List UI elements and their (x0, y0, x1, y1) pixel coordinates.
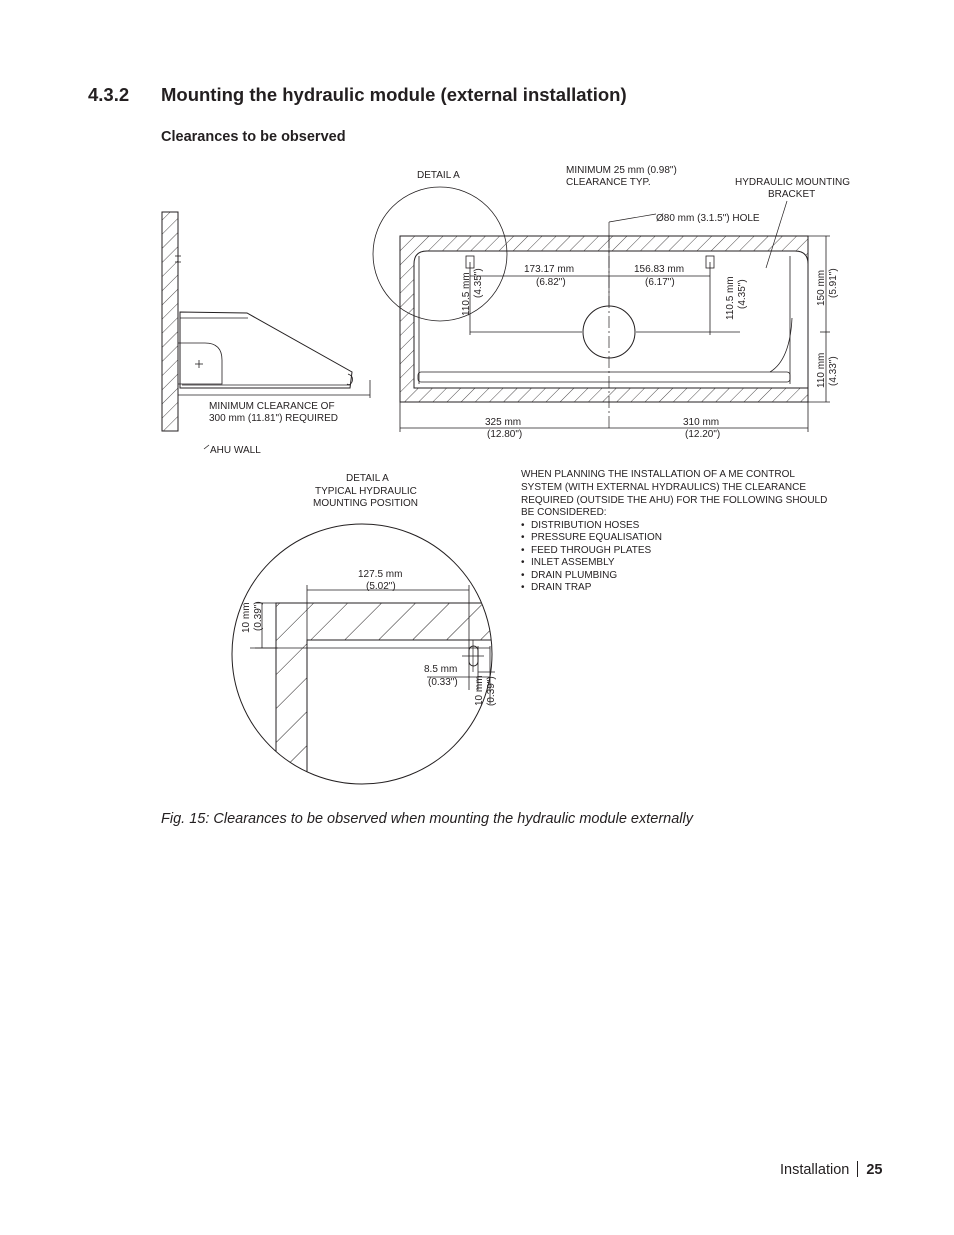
section-number: 4.3.2 (88, 84, 130, 105)
figure-caption: Fig. 15: Clearances to be observed when mounting the hydraulic module externally (161, 811, 693, 827)
dim-156-mm: 156.83 mm (634, 264, 685, 275)
bullet-marker: • (521, 582, 525, 593)
bullet-marker: • (521, 545, 525, 556)
bullet-marker: • (521, 570, 525, 581)
bracket-label-2: BRACKET (768, 189, 816, 200)
note-bullet: DRAIN PLUMBING (531, 570, 618, 581)
detail-title-3: MOUNTING POSITION (313, 498, 418, 509)
page-number: 25 (866, 1162, 883, 1178)
note-bullet: DISTRIBUTION HOSES (531, 520, 640, 531)
dim-10-top-mm: 10 mm (241, 602, 252, 633)
footer-chapter: Installation (780, 1162, 850, 1178)
dim-10-top-in: (0.39") (253, 601, 264, 631)
dim-110-5-right-in: (4.35") (737, 279, 748, 309)
dim-156-in: (6.17") (645, 277, 675, 288)
dim-110-in: (4.33") (828, 356, 839, 386)
side-view (162, 212, 370, 456)
dim-310-mm: 310 mm (683, 417, 720, 428)
section-title: Mounting the hydraulic module (external installation) (161, 84, 627, 105)
page-footer (780, 1161, 882, 1178)
dim-150-mm: 150 mm (816, 269, 827, 306)
module-base (418, 372, 790, 382)
note-line: WHEN PLANNING THE INSTALLATION OF A ME CONTROL (521, 469, 795, 480)
dim-150-in: (5.91") (828, 268, 839, 298)
note-line: BE CONSIDERED: (521, 507, 607, 518)
detail-title-1: DETAIL A (346, 473, 389, 484)
dim-110-5-right-mm: 110.5 mm (725, 276, 736, 320)
top-view (373, 165, 850, 440)
note-bullet: FEED THROUGH PLATES (531, 545, 652, 556)
detail-view (232, 473, 497, 790)
dim-173-mm: 173.17 mm (524, 264, 575, 275)
dim-10-bot-in: (0.39") (486, 676, 497, 706)
ahu-wall-section (162, 212, 178, 431)
detail-circle (232, 524, 492, 784)
dim-173-in: (6.82") (536, 277, 566, 288)
bullet-marker: • (521, 520, 525, 531)
dim-325-mm: 325 mm (485, 417, 522, 428)
note-bullet: INLET ASSEMBLY (531, 557, 615, 568)
dim-127-mm: 127.5 mm (358, 569, 403, 580)
planning-notes (521, 469, 827, 593)
detail-a-circle (373, 187, 507, 321)
dim-127-in: (5.02") (366, 581, 396, 592)
bullet-marker: • (521, 532, 525, 543)
note-line: REQUIRED (OUTSIDE THE AHU) FOR THE FOLLOWING SHOULD (521, 495, 828, 506)
note-bullet: DRAIN TRAP (531, 582, 592, 593)
ahu-wall-label: AHU WALL (210, 445, 261, 456)
dim-110-5-left-mm: 110.5 mm (461, 272, 472, 316)
dim-8-5-in: (0.33") (428, 677, 458, 688)
hole-label: Ø80 mm (3.1.5") HOLE (656, 213, 760, 224)
dim-310-in: (12.20") (685, 429, 721, 440)
min-clearance-label-1: MINIMUM CLEARANCE OF (209, 401, 335, 412)
subheading: Clearances to be observed (161, 129, 346, 145)
bullet-marker: • (521, 557, 525, 568)
min-clearance-label-2: 300 mm (11.81") REQUIRED (209, 413, 338, 424)
hydraulic-module-side (180, 312, 352, 388)
dim-110-mm: 110 mm (816, 352, 827, 388)
note-line: SYSTEM (WITH EXTERNAL HYDRAULICS) THE CLEARANCE (521, 482, 807, 493)
min25-label-2: CLEARANCE TYP. (566, 177, 651, 188)
bracket-label-1: HYDRAULIC MOUNTING (735, 177, 851, 188)
min25-label-1: MINIMUM 25 mm (0.98") (566, 165, 677, 176)
footer-separator (857, 1161, 858, 1177)
bracket-hatched-frame (400, 236, 808, 402)
dim-110-5-left-in: (4.35") (473, 268, 484, 298)
detail-title-2: TYPICAL HYDRAULIC (315, 486, 417, 497)
detail-a-label: DETAIL A (417, 170, 460, 181)
dim-8-5-mm: 8.5 mm (424, 664, 458, 675)
dim-10-bot-mm: 10 mm (474, 675, 485, 706)
dim-325-in: (12.80") (487, 429, 523, 440)
note-bullet: PRESSURE EQUALISATION (531, 532, 662, 543)
